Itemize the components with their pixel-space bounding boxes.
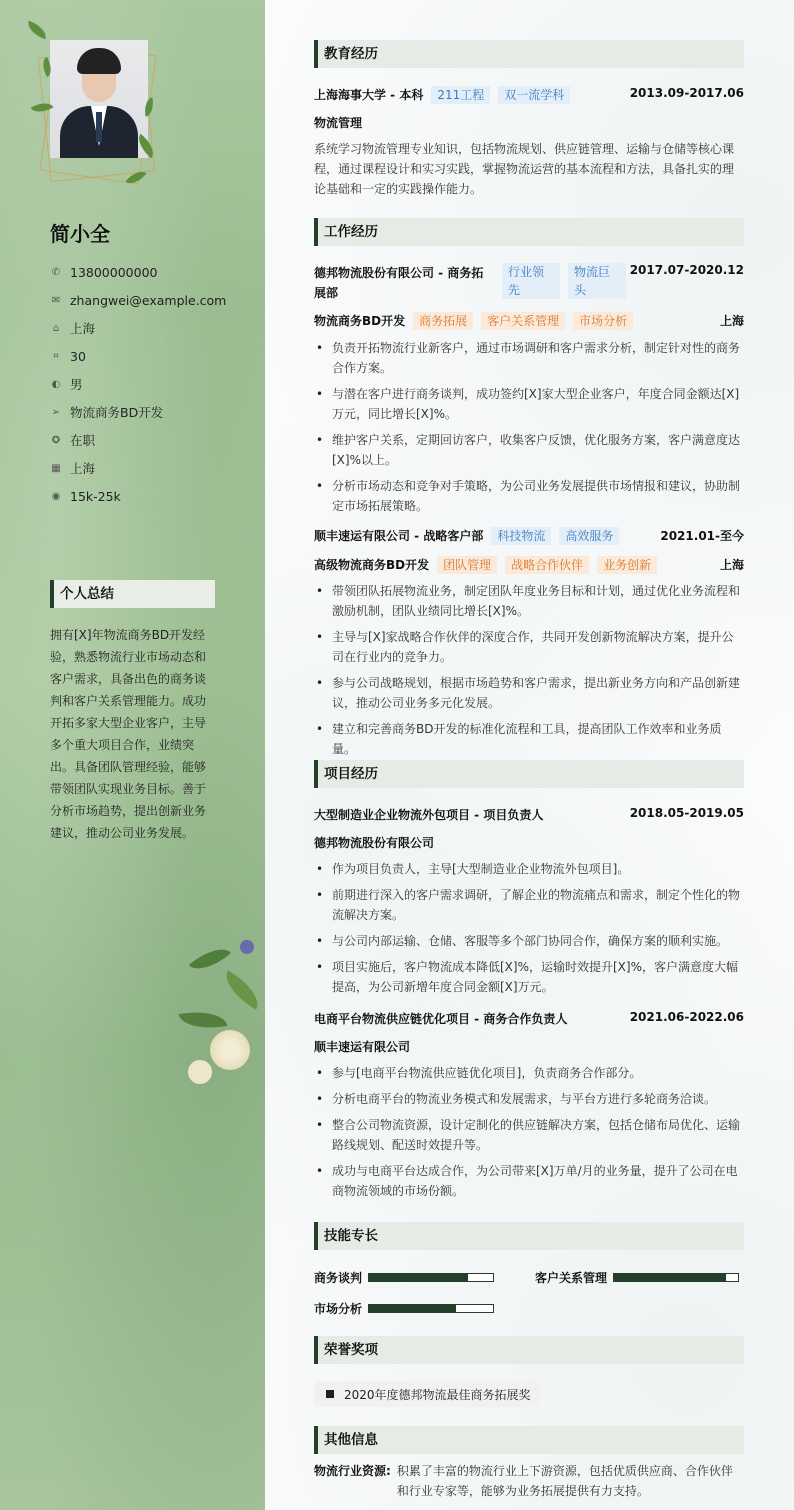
project-title: 电商平台物流供应链优化项目 - 商务合作负责人 [314, 1012, 568, 1026]
other-heading: 其他信息 [314, 1426, 744, 1454]
list-item: • 前期进行深入的客户需求调研，了解企业的物流痛点和需求，制定个性化的物流解决方案。 [314, 885, 744, 925]
list-item: • 分析电商平台的物流业务模式和发展需求，与平台方进行多轮商务洽谈。 [314, 1089, 744, 1109]
skill-name: 客户关系管理 [535, 1271, 608, 1285]
list-item: • 分析市场动态和竞争对手策略，为公司业务发展提供市场情报和建议，协助制定市场拓展策略。 [314, 476, 744, 516]
skill-tag: 市场分析 [573, 312, 633, 330]
list-item: • 参与公司战略规划，根据市场趋势和客户需求，提出新业务方向和产品创新建议，推动公司业务多元化发展。 [314, 673, 744, 713]
award-text: 2020年度德邦物流最佳商务拓展奖 [344, 1387, 531, 1402]
mail-icon: ✉ [51, 294, 61, 306]
job-date: 2017.07-2020.12 [629, 263, 744, 277]
gender-icon: ◐ [51, 378, 61, 390]
project-bullets [314, 1063, 744, 1207]
education-tag: 211工程 [431, 86, 490, 104]
avatar [50, 40, 148, 158]
company-tag: 高效服务 [559, 527, 619, 545]
other-info-label: 物流行业资源: [314, 1464, 391, 1478]
project-row [314, 806, 744, 823]
job-city: 上海 [719, 314, 744, 328]
salary-icon: ◉ [51, 490, 61, 502]
info-salary: ◉ 15k-25k [51, 488, 121, 504]
education-tag: 双一流学科 [498, 86, 570, 104]
job-row [314, 263, 744, 303]
age-icon: ⌗ [53, 350, 59, 362]
summary-heading: 个人总结 [50, 580, 215, 608]
home-icon: ⌂ [52, 322, 60, 334]
skill-tag: 客户关系管理 [481, 312, 565, 330]
work-heading: 工作经历 [314, 218, 744, 246]
list-item: • 成功与电商平台达成合作，为公司带来[X]万单/月的业务量，提升了公司在电商物流领域的市场份额。 [314, 1161, 744, 1201]
company-tag: 物流巨头 [568, 263, 626, 299]
flower-decoration [180, 930, 265, 1090]
info-target-position: ➢ 物流商务BD开发 [51, 405, 164, 420]
building-icon: ▦ [51, 462, 61, 474]
list-item: • 与公司内部运输、仓储、客服等多个部门协同合作，确保方案的顺利实施。 [314, 931, 744, 951]
list-item: • 建立和完善商务BD开发的标准化流程和工具，提高团队工作效率和业务质量。 [314, 719, 744, 759]
position-title: 高级物流商务BD开发 [314, 558, 430, 572]
leaf-decoration [25, 21, 50, 40]
job-city: 上海 [719, 558, 744, 572]
skill-item [535, 1269, 739, 1286]
project-row [314, 1010, 744, 1027]
project-org: 顺丰速运有限公司 [314, 1040, 411, 1054]
info-status: ✪ 在职 [51, 433, 96, 448]
list-item: • 参与[电商平台物流供应链优化项目]，负责商务合作部分。 [314, 1063, 744, 1083]
position-title: 物流商务BD开发 [314, 314, 406, 328]
list-item: • 与潜在客户进行商务谈判，成功签约[X]家大型企业客户，年度合同金额达[X]万元，同比增长[X]%。 [314, 384, 744, 424]
award-item [314, 1381, 539, 1407]
info-location: ⌂ 上海 [50, 314, 226, 342]
position-row [314, 312, 744, 330]
other-info-text: 积累了丰富的物流行业上下游资源，包括优质供应商、合作伙伴和行业专家等，能够为业务拓展提供有力支持。 [396, 1464, 733, 1498]
skill-tag: 业务创新 [597, 556, 657, 574]
list-item: • 带领团队拓展物流业务，制定团队年度业务目标和计划，通过优化业务流程和激励机制，团队业绩同比增长[X]%。 [314, 581, 744, 621]
list-item: • 作为项目负责人，主导[大型制造业企业物流外包项目]。 [314, 859, 744, 879]
position-row [314, 556, 744, 574]
status-icon: ✪ [51, 434, 61, 446]
photo-frame [30, 22, 160, 197]
info-target-city: ▦ 上海 [51, 461, 96, 476]
project-date: 2018.05-2019.05 [629, 806, 744, 820]
skill-level-fill [369, 1305, 456, 1312]
list-item: • 维护客户关系，定期回访客户，收集客户反馈，优化服务方案，客户满意度达[X]%以上。 [314, 430, 744, 470]
skill-name: 商务谈判 [314, 1271, 363, 1285]
company-name: 顺丰速运有限公司 - 战略客户部 [314, 529, 484, 543]
project-org: 德邦物流股份有限公司 [314, 836, 435, 850]
project-title: 大型制造业企业物流外包项目 - 项目负责人 [314, 808, 544, 822]
project-bullets [314, 859, 744, 1003]
summary-text: 拥有[X]年物流商务BD开发经验，熟悉物流行业市场动态和客户需求，具备出色的商务谈判和客户关系管理能力。成功开拓多家大型企业客户，主导多个重大项目合作，业绩突出。具备团队管理经验，能够带领团队实现业务目标。善于分析市场趋势，提出创新业务建议，推动公司业务发展。 [50, 628, 207, 840]
skill-tag: 战略合作伙伴 [505, 556, 589, 574]
education-date: 2013.09-2017.06 [629, 86, 744, 100]
skill-item [314, 1300, 494, 1317]
skills-heading: 技能专长 [314, 1222, 744, 1250]
skill-level-bar [368, 1273, 494, 1282]
job-bullets [314, 581, 744, 765]
list-item: • 项目实施后，客户物流成本降低[X]%，运输时效提升[X]%，客户满意度大幅提高，为公司新增年度合同金额[X]万元。 [314, 957, 744, 997]
contact-info-list [50, 258, 226, 510]
list-item: • 整合公司物流资源，设计定制化的供应链解决方案，包括仓储布局优化、运输路线规划、配送时效提升等。 [314, 1115, 744, 1155]
skill-level-fill [614, 1274, 726, 1281]
skill-name: 市场分析 [314, 1302, 363, 1316]
skill-item [314, 1269, 494, 1286]
skill-level-bar [613, 1273, 739, 1282]
info-phone: ✆ 13800000000 [51, 264, 158, 280]
major: 物流管理 [314, 116, 363, 130]
list-item: • 负责开拓物流行业新客户，通过市场调研和客户需求分析，制定针对性的商务合作方案。 [314, 338, 744, 378]
skill-level-bar [368, 1304, 494, 1313]
company-name: 德邦物流股份有限公司 - 商务拓展部 [314, 266, 484, 300]
info-gender: ◐ 男 [51, 377, 83, 392]
main-content [265, 0, 794, 1510]
major-row [314, 114, 744, 131]
square-bullet-icon [326, 1390, 334, 1398]
company-tag: 行业领先 [502, 263, 560, 299]
project-org-row [314, 834, 744, 851]
job-row [314, 527, 744, 545]
skill-level-fill [369, 1274, 468, 1281]
skill-tag: 团队管理 [437, 556, 497, 574]
education-row [314, 86, 744, 104]
info-email: ✉ zhangwei@example.com [51, 292, 227, 308]
honors-heading: 荣誉奖项 [314, 1336, 744, 1364]
list-item: • 主导与[X]家战略合作伙伴的深度合作，共同开发创新物流解决方案，提升公司在行业内的竞争力。 [314, 627, 744, 667]
company-tag: 科技物流 [491, 527, 551, 545]
school-name: 上海海事大学 - 本科 [314, 88, 424, 102]
project-org-row [314, 1038, 744, 1055]
phone-icon: ✆ [51, 266, 61, 278]
job-bullets [314, 338, 744, 522]
sidebar [0, 0, 265, 1510]
candidate-name: 简小全 [50, 222, 110, 246]
skill-tag: 商务拓展 [413, 312, 473, 330]
education-heading: 教育经历 [314, 40, 744, 68]
send-icon: ➢ [51, 406, 61, 418]
info-age: ⌗ 30 [50, 342, 226, 370]
projects-heading: 项目经历 [314, 760, 744, 788]
education-description: 系统学习物流管理专业知识，包括物流规划、供应链管理、运输与仓储等核心课程，通过课程设计和实习实践，掌握物流运营的基本流程和方法，具备扎实的理论基础和一定的实践操作能力。 [314, 142, 735, 196]
project-date: 2021.06-2022.06 [629, 1010, 744, 1024]
other-info-row [314, 1461, 744, 1501]
job-date: 2021.01-至今 [660, 529, 744, 543]
